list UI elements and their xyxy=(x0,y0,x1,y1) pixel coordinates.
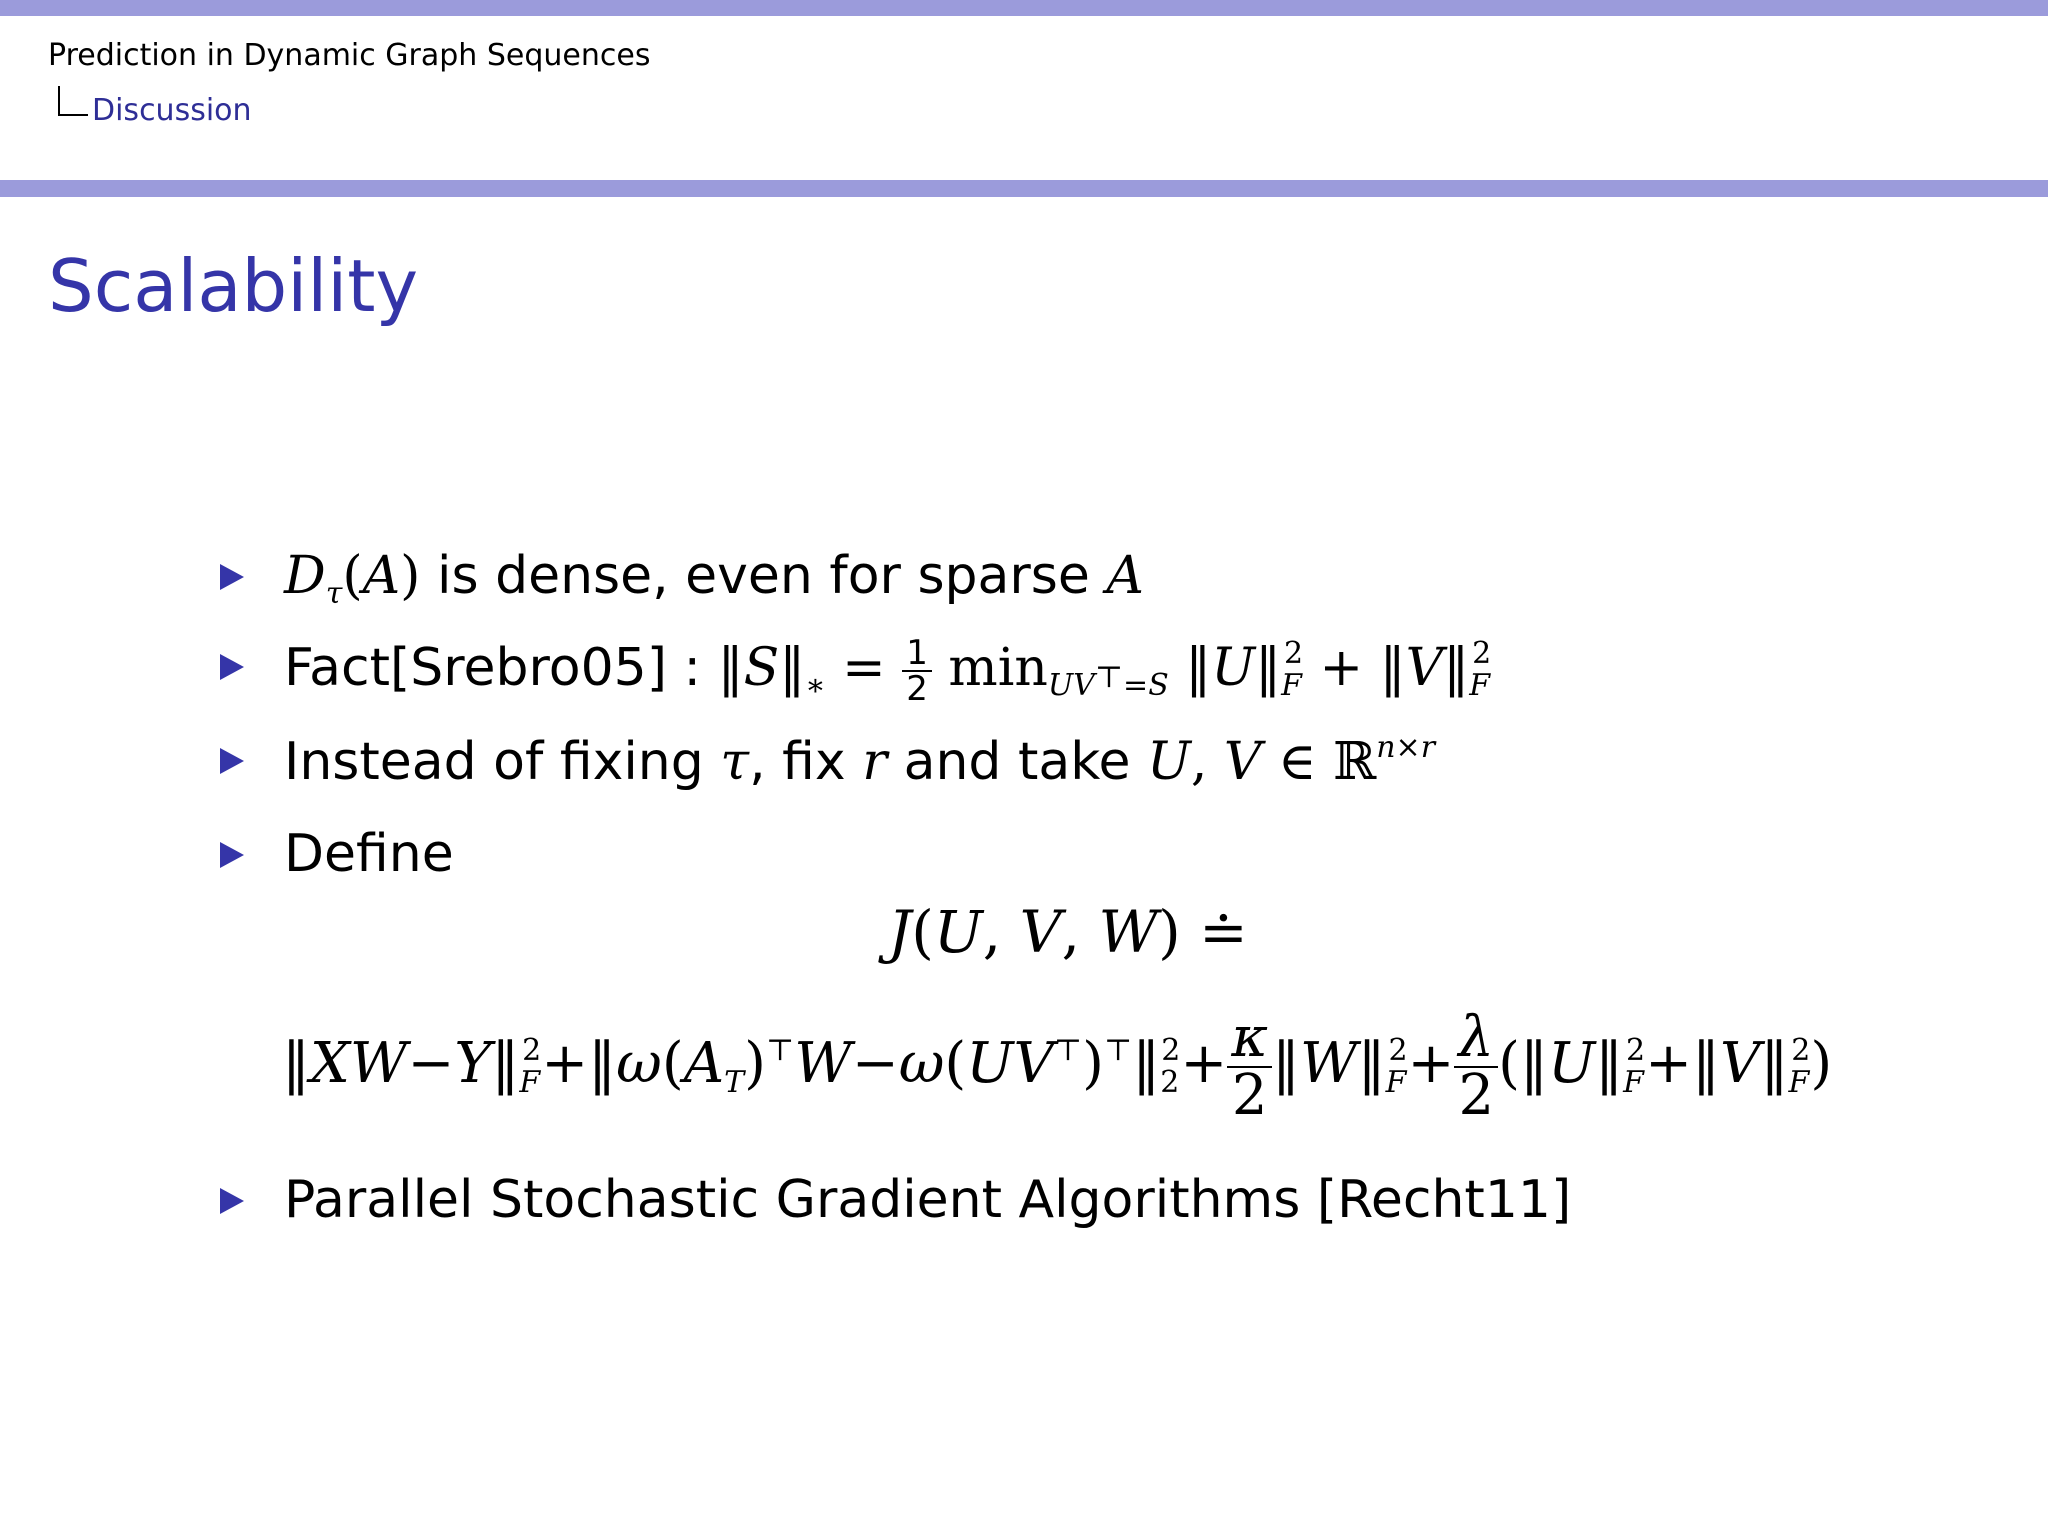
bullet-text: Instead of fixing τ, fix r and take U, V ∈ ℝ$^{n\times r}$ xyxy=(284,730,1436,792)
bullet-triangle-icon xyxy=(220,654,244,680)
definition-equation: J(U, V, W) ≐ xyxy=(888,898,1248,966)
bullet-text: $D_\tau(A)$ is dense, even for sparse A xyxy=(284,546,1144,611)
slide-header xyxy=(0,16,2048,180)
bullet-triangle-icon xyxy=(220,1188,244,1214)
objective-equation: $‖XW-Y‖_F^2+‖\omega(A_T)^⊤W-\omega(UV^⊤)^⊤‖_2^2+$ $\frac{\kappa}{2}$ $‖W‖_F^2+$ $\frac{\lambda}{2}$ $(‖U‖_F^2+‖V‖_F^2)$ xyxy=(282,1005,1833,1128)
header-bottom-bar xyxy=(0,180,2048,197)
slide-title: Scalability xyxy=(48,244,419,328)
presentation-title: Prediction in Dynamic Graph Sequences xyxy=(48,38,651,73)
bullet-text: Fact[Srebro05] : $‖S‖_∗$ = $\frac{1}{2}$ $\min_{UV}⊤_{=S}$ $‖U‖_F^2$ + $‖V‖_F^2$ xyxy=(284,633,1492,709)
bullet-triangle-icon xyxy=(220,564,244,590)
section-breadcrumb[interactable] xyxy=(48,86,252,128)
bullet-triangle-icon xyxy=(220,748,244,774)
bullet-text: Parallel Stochastic Gradient Algorithms [Recht11] xyxy=(284,1170,1572,1230)
header-top-bar xyxy=(0,0,2048,16)
bullet-triangle-icon xyxy=(220,842,244,868)
breadcrumb-corner-icon xyxy=(58,86,88,116)
bullet-text: Define xyxy=(284,824,454,884)
section-label: Discussion xyxy=(92,93,252,128)
